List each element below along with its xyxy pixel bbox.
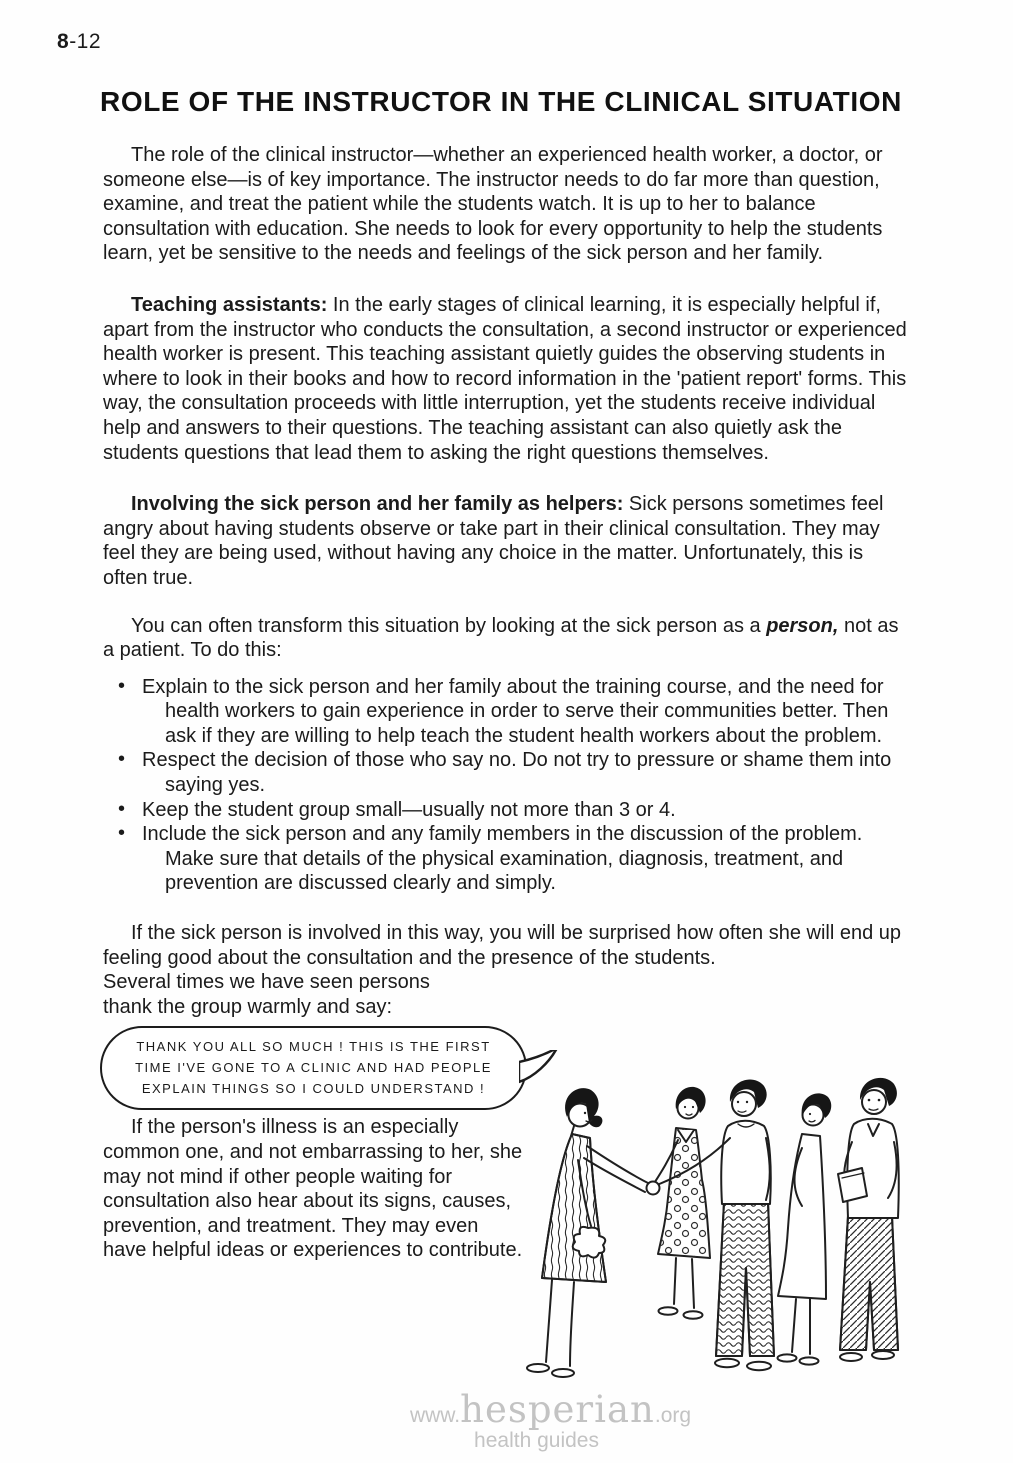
page-number-chapter: 8 xyxy=(57,30,70,53)
paragraph-common-illness: If the person's illness is an especially common one, and not embarrassing to her, she may not mind if other people waiting for consultation also hear about its signs, causes, prevention, and treatment. They may even have helpful ideas or experiences to contribute. xyxy=(103,1116,523,1262)
paragraph-involving-sick-person xyxy=(103,492,912,590)
several-times-line1: Several times we have seen persons xyxy=(103,971,430,994)
watermark-brand: hesperian xyxy=(460,1388,655,1431)
bullet-item: • Respect the decision of those who say no. Do not try to pressure or shame them into saying yes. xyxy=(103,748,912,797)
speech-bubble xyxy=(100,1026,527,1110)
illustration-handshake xyxy=(486,1068,938,1402)
page-number xyxy=(57,30,101,54)
left-column xyxy=(103,970,527,1263)
speech-bubble-line3: EXPLAIN THINGS SO I COULD UNDERSTAND ! xyxy=(141,1081,486,1097)
speech-bubble-line2: TIME I'VE GONE TO A CLINIC AND HAD PEOPLE xyxy=(135,1060,492,1076)
page-number-rest: -12 xyxy=(69,30,102,53)
student-polka-dress xyxy=(653,1087,710,1319)
person-italic: person, xyxy=(766,614,839,637)
bullet-list xyxy=(103,675,912,896)
watermark-tagline: health guides xyxy=(474,1429,599,1452)
teaching-assistants-body: In the early stages of clinical learning, it is especially helpful if, apart from the instructor who conducts the consultation, a second instructor or experienced health worker is present. This teaching assistant quietly guides the observing students in where to look in their books and how to record information in the 'patient report' forms. This way, the consultation proceeds with little interruption, yet the students receive individual help and answers to their questions. The teaching assistant can also quietly ask the students questions that lead them to asking the right questions themselves. xyxy=(103,293,907,464)
involving-body: Sick persons sometimes feel angry about having students observe or take part in their clinical consultation. They may feel they are being used, without having any choice in the matter. Unfortunately, this is often true. xyxy=(103,493,884,589)
patient-woman xyxy=(527,1088,660,1377)
bullet-item: • Keep the student group small—usually not more than 3 or 4. xyxy=(103,798,912,823)
bullet-item: • Include the sick person and any family members in the discussion of the problem. Make sure that details of the physical examination, diagnosis, treatment, and prevention are discussed clearly and simply. xyxy=(103,822,912,896)
involving-lead: Involving the sick person and her family as helpers: xyxy=(131,493,624,516)
paragraph-transform-situation xyxy=(103,614,912,663)
transform-post: not as a patient. To do this: xyxy=(103,614,899,662)
hesperian-watermark xyxy=(0,1388,1013,1452)
watermark-www: www. xyxy=(409,1404,461,1427)
paragraph-teaching-assistants xyxy=(103,293,912,465)
watermark-url xyxy=(44,1388,1013,1431)
teaching-assistants-lead: Teaching assistants: xyxy=(131,293,328,316)
student-with-book xyxy=(838,1078,899,1361)
student-plain-dress xyxy=(778,1093,832,1364)
bullet-item: • Explain to the sick person and her family about the training course, and the need for health workers to gain experience in order to serve their communities better. Then ask if they are willing to help teach the student health workers about the problem. xyxy=(103,675,912,749)
handshake-drawing xyxy=(486,1068,938,1402)
watermark-org: .org xyxy=(654,1404,692,1427)
page-title: ROLE OF THE INSTRUCTOR IN THE CLINICAL SITUATION xyxy=(100,86,902,117)
speech-bubble-line1: THANK YOU ALL SO MUCH ! THIS IS THE FIRST xyxy=(136,1039,491,1055)
several-times-line2: thank the group warmly and say: xyxy=(103,995,393,1018)
transform-pre: You can often transform this situation by looking at the sick person as a xyxy=(131,614,767,637)
paragraph-role-of-instructor: The role of the clinical instructor—whether an experienced health worker, a doctor, or someone else—is of key importance. The instructor needs to do far more than question, examine, and treat the patient while the students watch. It is up to her to balance consultation with education. She needs to look for every opportunity to help the students learn, yet be sensitive to the needs and feelings of the sick person and her family. xyxy=(103,144,883,265)
paragraph-if-involved: If the sick person is involved in this way, you will be surprised how often she will end up feeling good about the consultation and the presence of the students. xyxy=(103,922,902,969)
paragraph-several-times xyxy=(103,970,527,1019)
